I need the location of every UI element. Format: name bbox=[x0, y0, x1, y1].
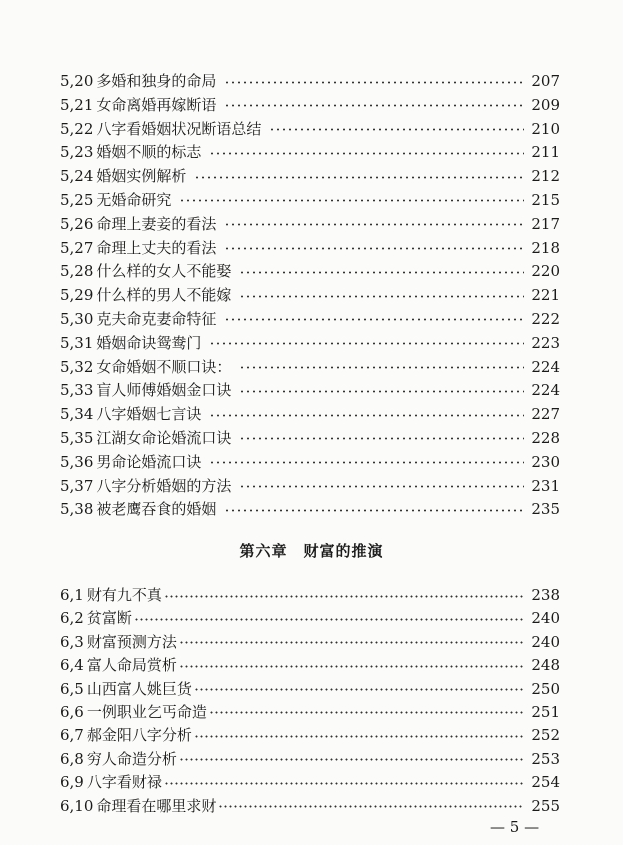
dot-leader bbox=[179, 754, 524, 766]
toc-entry bbox=[60, 141, 560, 165]
entry-title: 男命论婚流口诀 bbox=[96, 452, 202, 471]
entry-number: 5,27 bbox=[60, 238, 94, 257]
entry-title: 一例职业乞丐命造 bbox=[86, 702, 207, 721]
toc-entry bbox=[60, 584, 560, 607]
dot-leader bbox=[209, 707, 524, 719]
entry-number: 6,4 bbox=[60, 656, 84, 675]
page-number: — 5 — bbox=[490, 818, 540, 836]
toc-entry bbox=[60, 213, 560, 237]
entry-title: 无婚命研究 bbox=[96, 190, 172, 209]
toc-entry bbox=[60, 260, 560, 284]
entry-page: 223 bbox=[531, 333, 560, 352]
toc-entry bbox=[60, 771, 560, 794]
entry-title: 贫富断 bbox=[86, 609, 132, 628]
dot-leader bbox=[134, 613, 524, 625]
entry-page: 224 bbox=[531, 381, 560, 400]
entry-title: 婚姻实例解析 bbox=[96, 167, 187, 186]
chapter-number: 第六章 bbox=[239, 542, 288, 560]
entry-number: 5,35 bbox=[60, 428, 94, 447]
dot-leader bbox=[179, 195, 524, 207]
dot-leader bbox=[224, 219, 524, 231]
dot-leader bbox=[269, 124, 524, 136]
entry-page: 230 bbox=[531, 452, 560, 471]
entry-number: 5,37 bbox=[60, 476, 94, 495]
toc-entry bbox=[60, 631, 560, 654]
entry-title: 克夫命克妻命特征 bbox=[96, 309, 217, 328]
toc-section-5 bbox=[60, 70, 560, 522]
toc-entry bbox=[60, 189, 560, 213]
toc-entry bbox=[60, 607, 560, 630]
entry-page: 238 bbox=[531, 586, 560, 604]
entry-page: 218 bbox=[531, 238, 560, 257]
entry-number: 5,30 bbox=[60, 309, 94, 328]
toc-entry bbox=[60, 165, 560, 189]
entry-number: 5,38 bbox=[60, 500, 94, 519]
dot-leader bbox=[239, 433, 524, 445]
entry-title: 八字看财禄 bbox=[86, 773, 162, 792]
entry-title: 八字看婚姻状况断语总结 bbox=[96, 119, 262, 138]
entry-number: 6,7 bbox=[60, 726, 84, 745]
entry-number: 5,23 bbox=[60, 143, 94, 162]
entry-page: 250 bbox=[531, 679, 560, 698]
entry-number: 6,6 bbox=[60, 702, 84, 721]
entry-number: 5,21 bbox=[60, 95, 94, 114]
entry-page: 211 bbox=[531, 143, 560, 162]
entry-page: 207 bbox=[531, 72, 560, 90]
entry-number: 5,32 bbox=[60, 357, 94, 376]
entry-number: 6,2 bbox=[60, 609, 84, 628]
entry-page: 255 bbox=[531, 796, 560, 815]
entry-page: 222 bbox=[531, 309, 560, 328]
entry-page: 248 bbox=[531, 656, 560, 675]
dot-leader bbox=[224, 243, 524, 255]
entry-page: 240 bbox=[531, 609, 560, 628]
entry-title: 郝金阳八字分析 bbox=[86, 726, 192, 745]
dot-leader bbox=[209, 147, 524, 159]
entry-number: 5,26 bbox=[60, 214, 94, 233]
dot-leader bbox=[224, 504, 524, 516]
entry-title: 婚姻不顺的标志 bbox=[96, 143, 202, 162]
entry-number: 5,20 bbox=[60, 72, 94, 90]
dot-leader bbox=[224, 100, 524, 112]
dot-leader bbox=[179, 660, 524, 672]
dot-leader bbox=[164, 590, 524, 602]
entry-number: 5,36 bbox=[60, 452, 94, 471]
dot-leader bbox=[218, 801, 524, 813]
entry-title: 什么样的男人不能嫁 bbox=[96, 286, 232, 305]
entry-number: 5,24 bbox=[60, 167, 94, 186]
entry-number: 5,31 bbox=[60, 333, 94, 352]
toc-entry bbox=[60, 748, 560, 771]
toc-entry bbox=[60, 70, 560, 94]
entry-number: 6,9 bbox=[60, 773, 84, 792]
entry-number: 6,5 bbox=[60, 679, 84, 698]
entry-title: 命理上丈夫的看法 bbox=[96, 238, 217, 257]
dot-leader bbox=[164, 777, 524, 789]
toc-entry bbox=[60, 678, 560, 701]
dot-leader bbox=[239, 266, 524, 278]
entry-number: 5,22 bbox=[60, 119, 94, 138]
entry-page: 221 bbox=[531, 286, 560, 305]
entry-page: 235 bbox=[531, 500, 560, 519]
toc-entry bbox=[60, 356, 560, 380]
dot-leader bbox=[239, 385, 524, 397]
chapter-heading bbox=[0, 540, 623, 561]
entry-number: 5,34 bbox=[60, 405, 94, 424]
entry-page: 212 bbox=[531, 167, 560, 186]
entry-title: 婚姻命诀鸳鸯门 bbox=[96, 333, 202, 352]
toc-entry bbox=[60, 724, 560, 747]
toc-entry bbox=[60, 403, 560, 427]
entry-title: 山西富人姚巨货 bbox=[86, 679, 192, 698]
chapter-title: 财富的推演 bbox=[303, 542, 384, 560]
toc-entry bbox=[60, 94, 560, 118]
entry-page: 254 bbox=[531, 773, 560, 792]
entry-page: 251 bbox=[531, 702, 560, 721]
toc-entry bbox=[60, 498, 560, 522]
entry-title: 女命婚姻不顺口诀： bbox=[96, 357, 232, 376]
entry-page: 227 bbox=[531, 405, 560, 424]
entry-title: 八字分析婚姻的方法 bbox=[96, 476, 232, 495]
entry-page: 231 bbox=[531, 476, 560, 495]
entry-number: 5,33 bbox=[60, 381, 94, 400]
entry-title: 财有九不真 bbox=[86, 586, 162, 604]
entry-number: 5,28 bbox=[60, 262, 94, 281]
dot-leader bbox=[239, 362, 524, 374]
dot-leader bbox=[194, 171, 524, 183]
entry-title: 财富预测方法 bbox=[86, 632, 177, 651]
entry-page: 217 bbox=[531, 214, 560, 233]
dot-leader bbox=[209, 457, 524, 469]
entry-number: 5,25 bbox=[60, 190, 94, 209]
toc-entry bbox=[60, 451, 560, 475]
toc-entry bbox=[60, 379, 560, 403]
entry-page: 209 bbox=[531, 95, 560, 114]
dot-leader bbox=[194, 684, 524, 696]
entry-page: 228 bbox=[531, 428, 560, 447]
entry-page: 210 bbox=[531, 119, 560, 138]
entry-number: 6,10 bbox=[60, 796, 94, 815]
dot-leader bbox=[239, 290, 524, 302]
entry-title: 什么样的女人不能娶 bbox=[96, 262, 232, 281]
entry-title: 穷人命造分析 bbox=[86, 749, 177, 768]
toc-section-6 bbox=[60, 584, 560, 818]
entry-title: 八字婚姻七言诀 bbox=[96, 405, 202, 424]
entry-page: 240 bbox=[531, 632, 560, 651]
entry-title: 多婚和独身的命局 bbox=[96, 72, 217, 90]
toc-entry bbox=[60, 654, 560, 677]
entry-page: 215 bbox=[531, 190, 560, 209]
toc-entry bbox=[60, 118, 560, 142]
entry-number: 5,29 bbox=[60, 286, 94, 305]
entry-title: 富人命局赏析 bbox=[86, 656, 177, 675]
entry-title: 命理上妻妾的看法 bbox=[96, 214, 217, 233]
toc-entry bbox=[60, 308, 560, 332]
entry-title: 被老鹰吞食的婚姻 bbox=[96, 500, 217, 519]
entry-page: 252 bbox=[531, 726, 560, 745]
dot-leader bbox=[239, 481, 524, 493]
dot-leader bbox=[224, 76, 524, 88]
dot-leader bbox=[194, 730, 524, 742]
toc-entry bbox=[60, 237, 560, 261]
entry-page: 224 bbox=[531, 357, 560, 376]
dot-leader bbox=[224, 314, 524, 326]
entry-number: 6,1 bbox=[60, 586, 84, 604]
toc-entry bbox=[60, 284, 560, 308]
entry-number: 6,3 bbox=[60, 632, 84, 651]
entry-number: 6,8 bbox=[60, 749, 84, 768]
entry-title: 盲人师傅婚姻金口诀 bbox=[96, 381, 232, 400]
toc-entry bbox=[60, 701, 560, 724]
dot-leader bbox=[209, 338, 524, 350]
entry-page: 253 bbox=[531, 749, 560, 768]
toc-entry bbox=[60, 795, 560, 818]
entry-title: 命理看在哪里求财 bbox=[96, 796, 217, 815]
toc-entry bbox=[60, 332, 560, 356]
toc-entry bbox=[60, 475, 560, 499]
entry-title: 江湖女命论婚流口诀 bbox=[96, 428, 232, 447]
toc-entry bbox=[60, 427, 560, 451]
entry-page: 220 bbox=[531, 262, 560, 281]
dot-leader bbox=[209, 409, 524, 421]
dot-leader bbox=[179, 637, 524, 649]
entry-title: 女命离婚再嫁断语 bbox=[96, 95, 217, 114]
